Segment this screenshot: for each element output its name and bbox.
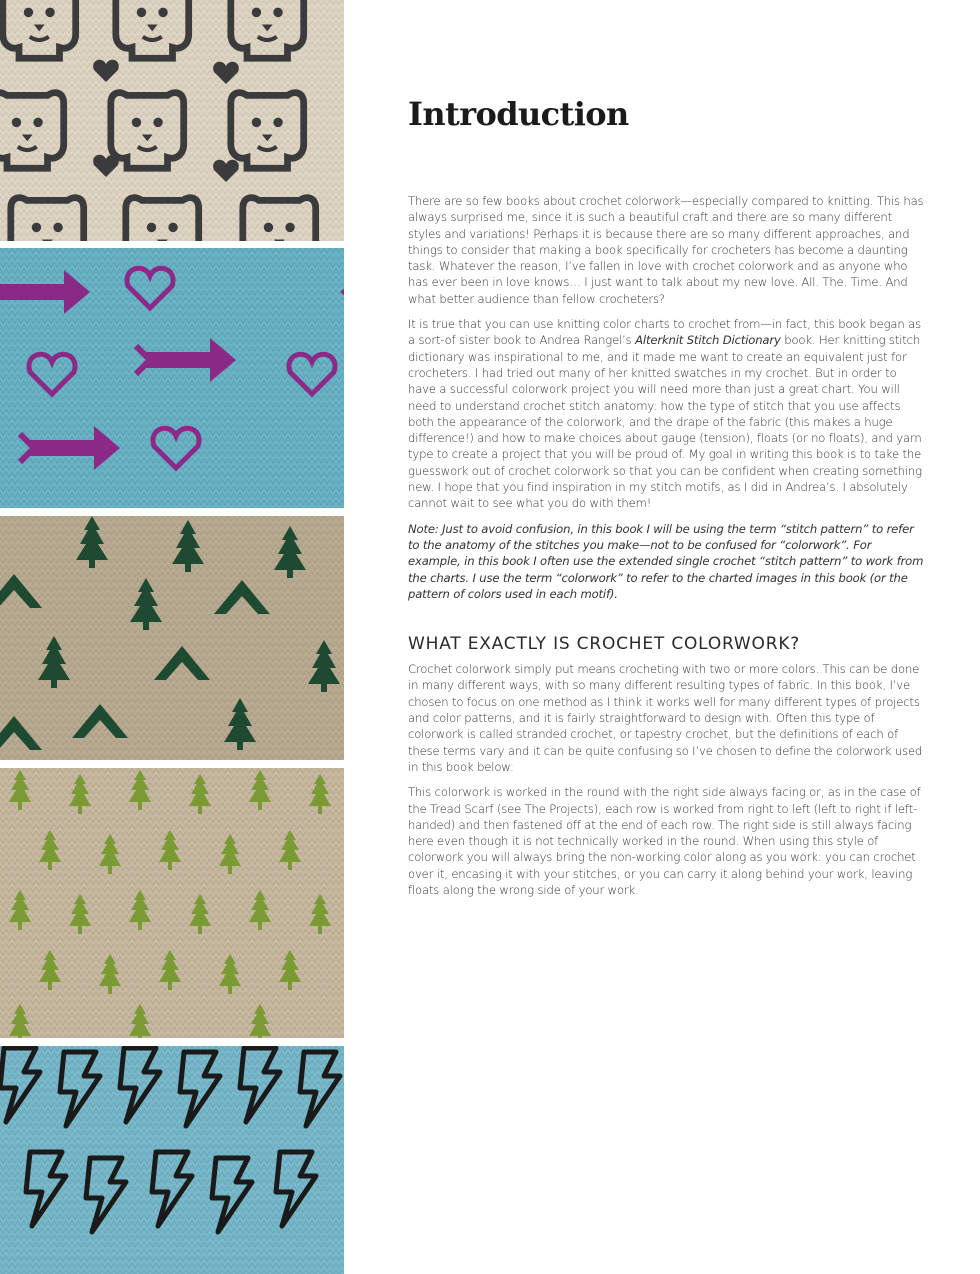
intro-paragraph-2-text-b: book. Her knitting stitch dictionary was inspirational to me, and it made me want to create an equivalent just for crocheters. I had tried out many of her knitted swatches in my crochet. But in order to have a successful colorwork project you will need more than just a great chart. You will need to understand crochet stitch anatomy: how the type of stitch that you use affects both the appearance of the colorwork, and the drape of the fabric (this makes a huge difference!) and how to make choices about gauge (tension), floats (or no floats), and yarn type to create a project that you will be proud of. My goal in writing this book is to take the guesswork out of crochet colorwork so that you can be confident when creating something new. I hope that you find inspiration in my stitch motifs, as I did in Andrea’s. I absolutely cannot wait to see what you do with them! [408,333,922,511]
intro-paragraph-1: There are so few books about crochet colorwork—especially compared to knitting. This has always surprised me, since it is such a beautiful craft and there are so many different styles and variations! Perhaps it is because there are so many different approaches, and things to consider that making a book specifically for crocheters has become a daunting task. Whatever the reason, I’ve fallen in love with crochet colorwork and as anyone who has ever been in love knows… I just want to talk about my new love. All. The. Time. And what better audience than fellow crocheters? [408,194,924,306]
article [408,92,924,907]
swatch-hearts-arrows [0,248,344,508]
page-title: Introduction [408,95,629,133]
swatch-pine-trees [0,516,344,760]
swatch-puppy-faces [0,0,344,241]
swatch-small-trees [0,768,344,1038]
lightning-bolts-motif [0,1046,344,1274]
section-paragraph-1: Crochet colorwork simply put means crocheting with two or more colors. This can be done in many different ways, with so many different resulting types of fabric. In this book, I’ve chosen to focus on one method as I think it works well for many different types of projects and color patterns, and it is fairly straightforward to design with. Often this type of colorwork is called stranded crochet, or tapestry crochet, but the definitions of each of these terms vary and it can be quite confusing so I’ve chosen to define the colorwork used in this book below: [408,662,923,774]
small-trees-motif [0,768,344,1038]
section-heading: WHAT EXACTLY IS CROCHET COLORWORK? [408,634,801,655]
swatch-lightning-bolts [0,1046,344,1274]
section-paragraph-2: This colorwork is worked in the round with the right side always facing or, as in the case of the Tread Scarf (see The Projects), each row is worked from right to left (left to right if left-handed) and then fastened off at the end of each row. The right side is still always facing here even though it is not technically worked in the round. When using this style of colorwork you will always bring the non-working color along as you work: you can crochet over it, encasing it with your stitches, or you can carry it along behind your work, leaving floats along the wrong side of your work. [408,785,921,897]
puppy-hearts-motif [0,0,344,241]
intro-paragraph-2 [408,316,924,512]
book-title-alterknit: Alterknit Stitch Dictionary [635,333,781,348]
pine-trees-motif [0,516,344,760]
terminology-note: Note: Just to avoid confusion, in this book I will be using the term “stitch pattern” to refer to the anatomy of the stitches you make—not to be confused for “colorwork”. For example, in this book I often use the extended single crochet “stitch pattern” to work from the charts. I use the term “colorwork” to refer to the charted images in this book (or the pattern of colors used in each motif). [408,521,924,601]
swatch-column [0,0,344,1274]
intro-paragraph-2-text-a: It is true that you can use knitting color charts to crochet from—in fact, this book began as a sort-of sister book to Andrea Rangel’s [408,317,921,348]
hearts-arrows-motif [0,248,344,508]
